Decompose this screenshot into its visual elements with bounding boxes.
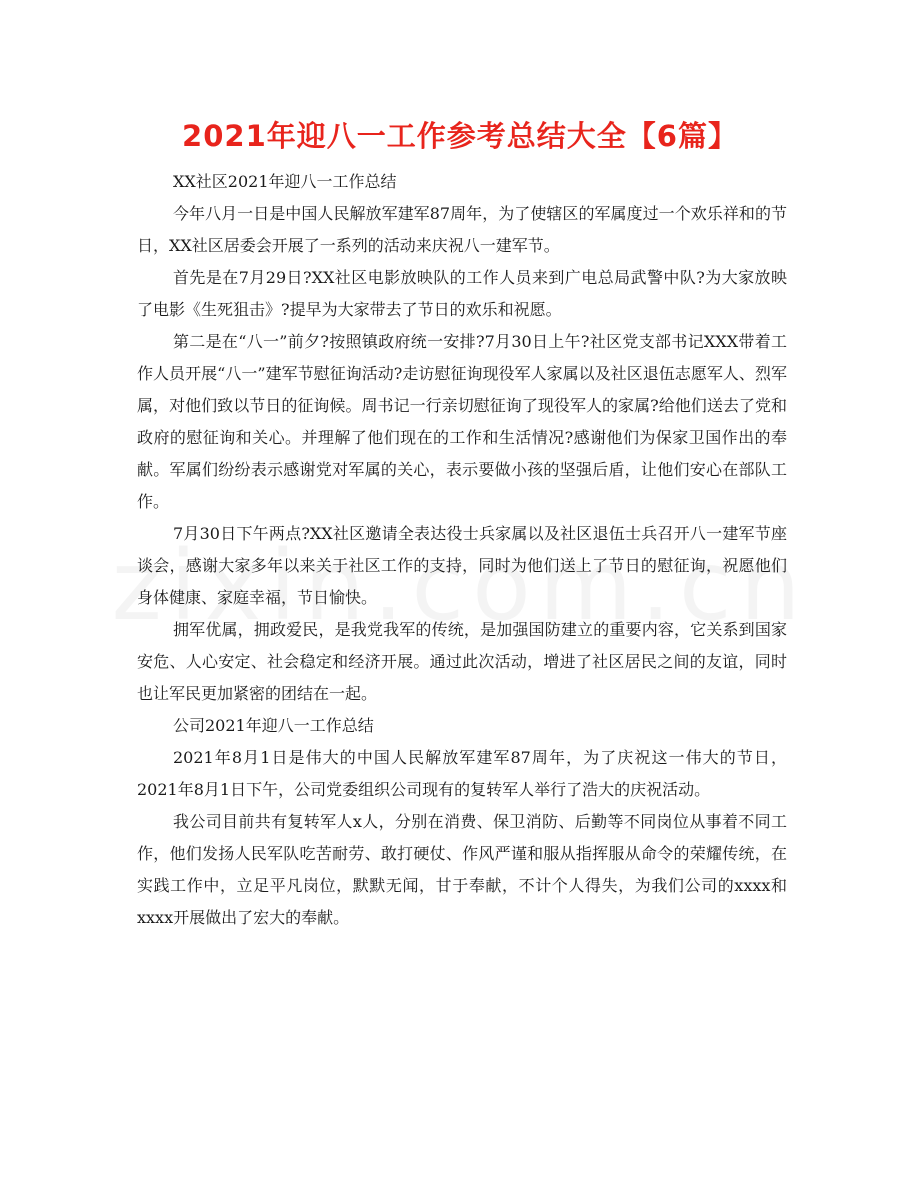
document-title: 2021年迎八一工作参考总结大全【6篇】 (182, 119, 738, 153)
paragraph: 拥军优属，拥政爱民，是我党我军的传统，是加强国防建立的重要内容，它关系到国家安危、人心安定、社会稳定和经济开展。通过此次活动，增进了社区居民之间的友谊，同时也让军民更加紧密的团结在一起。 (137, 620, 787, 703)
section-heading: XX社区2021年迎八一工作总结 (173, 172, 397, 191)
paragraph: 第二是在“八一”前夕?按照镇政府统一安排?7月30日上午?社区党支部书记XXX带着工作人员开展“八一”建军节慰征询活动?走访慰征询现役军人家属以及社区退伍志愿军人、烈军属，对他们致以节日的征询候。周书记一行亲切慰征询了现役军人的家属?给他们送去了党和政府的慰征询和关心。并理解了他们现在的工作和生活情况?感谢他们为保家卫国作出的奉献。军属们纷纷表示感谢党对军属的关心，表示要做小孩的坚强后盾，让他们安心在部队工作。 (137, 332, 787, 511)
paragraph: 我公司目前共有复转军人x人，分别在消费、保卫消防、后勤等不同岗位从事着不同工作，他们发扬人民军队吃苦耐劳、敢打硬仗、作风严谨和服从指挥服从命令的荣耀传统，在实践工作中，立足平凡岗位，默默无闻，甘于奉献，不计个人得失，为我们公司的xxxx和xxxx开展做出了宏大的奉献。 (137, 812, 787, 927)
paragraph: 今年八月一日是中国人民解放军建军87周年，为了使辖区的军属度过一个欢乐祥和的节日，XX社区居委会开展了一系列的活动来庆祝八一建军节。 (137, 204, 787, 255)
paragraph: 7月30日下午两点?XX社区邀请全表达役士兵家属以及社区退伍士兵召开八一建军节座谈会，感谢大家多年以来关于社区工作的支持，同时为他们送上了节日的慰征询，祝愿他们身体健康、家庭幸福，节日愉快。 (137, 524, 787, 607)
section-heading: 公司2021年迎八一工作总结 (173, 716, 374, 735)
document-body (137, 166, 787, 934)
paragraph: 2021年8月1日是伟大的中国人民解放军建军87周年，为了庆祝这一伟大的节日，2021年8月1日下午，公司党委组织公司现有的复转军人举行了浩大的庆祝活动。 (137, 748, 787, 799)
paragraph: 首先是在7月29日?XX社区电影放映队的工作人员来到广电总局武警中队?为大家放映了电影《生死狙击》?提早为大家带去了节日的欢乐和祝愿。 (137, 268, 787, 319)
